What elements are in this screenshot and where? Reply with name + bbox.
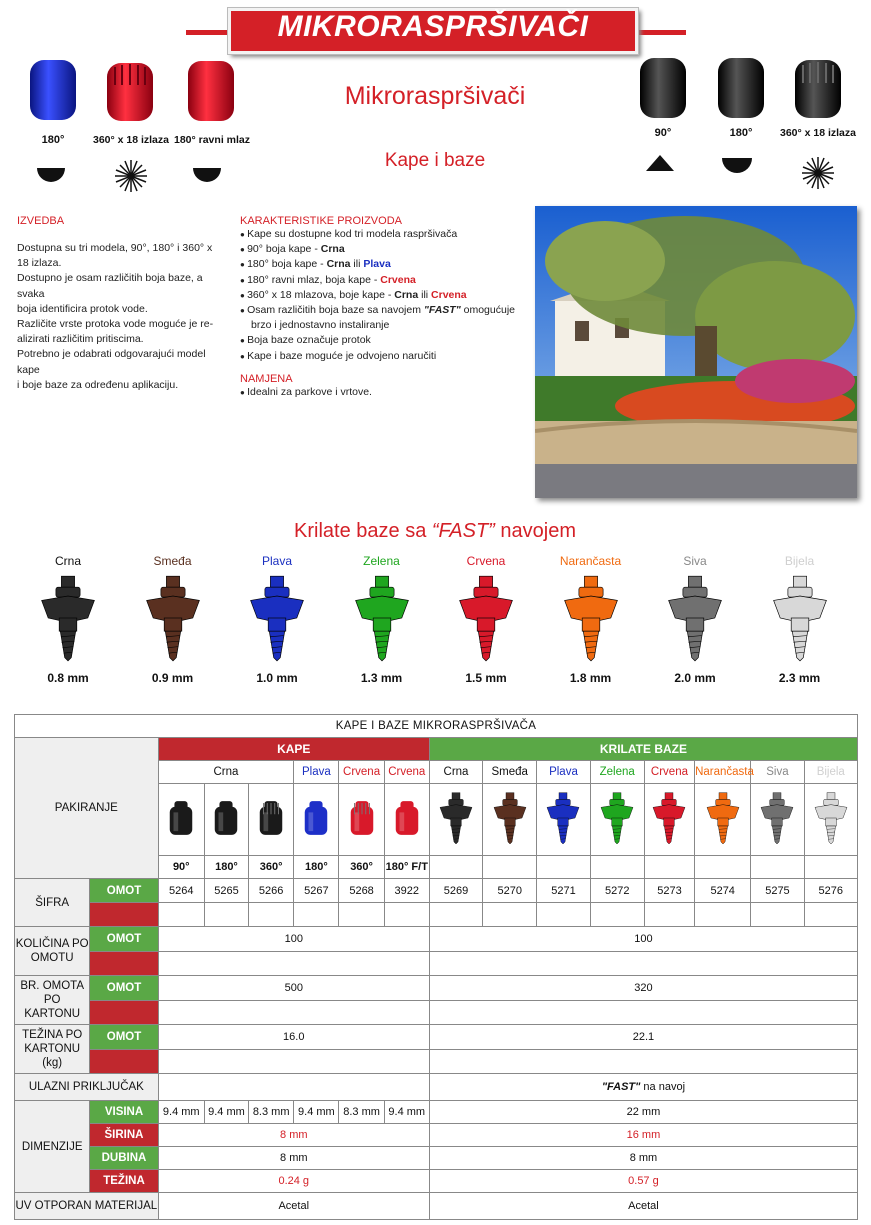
wing-code: 5275 [751,879,804,903]
wing-code: 5272 [590,879,644,903]
empty-cell [590,856,644,879]
wing-flow-size: 1.8 mm [569,671,612,685]
krilate-header: KRILATE BAZE [429,738,857,761]
empty-cell [537,903,590,927]
wing-base-icon [125,570,221,671]
empty-cell [429,903,482,927]
empty-cell [644,856,694,879]
wing-color-header: Crna [429,761,482,784]
table-title: KAPE I BAZE MIKRORASPRŠIVAČA [15,715,858,738]
pattern-180b-icon [722,158,752,173]
empty-cell [751,856,804,879]
visina-cap: 8.3 mm [249,1101,294,1124]
wing-base-4 [438,554,534,685]
wing-flow-size: 2.0 mm [674,671,716,685]
banner-title: MIKRORASPRŠIVAČI [277,10,589,43]
wing-color-header: Siva [751,761,804,784]
wing-color-header: Crvena [644,761,694,784]
empty-cell [483,903,537,927]
wing-flow-size: 1.0 mm [256,671,298,685]
cap-color-header: Crvena [384,761,429,784]
izvedba-line: Potrebno je odabrati odgovarajući model kape [17,348,206,376]
cap-red-360-icon [107,63,153,121]
wing-code: 5273 [644,879,694,903]
wing-color-name: Bijela [784,554,815,568]
wing-base-1 [125,554,221,685]
uv-label: UV OTPORAN MATERIJAL [15,1193,159,1220]
izvedba-section [17,215,230,393]
cap-type: 180° F/T [384,856,429,879]
wing-color-header: Narančasta [695,761,751,784]
cap-type: 90° [158,856,204,879]
cap-image-cell [204,784,248,856]
empty-cell [644,903,694,927]
empty-cell [537,856,590,879]
dimenzije-label: DIMENZIJE [15,1101,90,1193]
namjena-list [240,385,525,400]
wing-color-name: Zelena [363,554,400,568]
wing-color-name: Smeđa [153,554,192,568]
dubina-caps: 8 mm [158,1147,429,1170]
karakteristike-item: ● Osam različitih boja baze sa navojem "FAST" omogućuje brzo i jednostavno instaliranje [240,303,525,333]
wing-image-cell [483,784,537,856]
cap-image-cell [339,784,384,856]
wing-color-name: Crna [54,554,81,568]
uv-caps: Acetal [158,1193,429,1220]
wing-base-3 [334,554,430,685]
wing-image-cell [590,784,644,856]
wing-image-cell [804,784,857,856]
cap-blue-180-icon [30,60,76,120]
izvedba-line: boja identificira protok vode. [17,302,148,315]
karakteristike-item: ● 180° ravni mlaz, boja kape - Crvena [240,273,525,288]
karakteristike-item: ● Kape su dostupne kod tri modela raspršivača [240,227,525,242]
wing-image-cell [644,784,694,856]
cap-label: 180° [729,127,753,139]
empty-cell [339,903,384,927]
karakteristike-item: ● 90° boja kape - Crna [240,242,525,257]
wing-base-icon [543,570,639,671]
cap-image-cell [249,784,294,856]
empty-cell [158,1001,429,1025]
cap-black-360-icon [795,60,841,118]
karakteristike-item: ● Kape i baze moguće je odvojeno naručiti [240,349,525,364]
izvedba-line: Dostupna su tri modela, 90°, 180° i 360° x [17,242,213,254]
izvedba-line: 18 izlaza. [17,257,62,270]
visina-cap: 9.4 mm [158,1101,204,1124]
wing-base-7 [752,554,848,685]
empty-cell [695,903,751,927]
sirina-caps: 8 mm [158,1124,429,1147]
cap-type: 360° [249,856,294,879]
omot-label: OMOT [90,1025,158,1050]
ulazni-value: "FAST" na navoj [429,1074,857,1101]
empty-cell [590,903,644,927]
tezina-label: TEŽINA [90,1170,158,1193]
dubina-wings: 8 mm [429,1147,857,1170]
br_omota-wings: 320 [429,976,857,1001]
cap-type: 360° [339,856,384,879]
wing-code: 5276 [804,879,857,903]
wing-flow-size: 1.5 mm [465,671,507,685]
uv-wings: Acetal [429,1193,857,1220]
wing-base-icon [229,570,325,671]
empty-cell [158,1050,429,1074]
wing-base-icon [752,570,848,671]
cap-image-cell [158,784,204,856]
wing-image-cell [695,784,751,856]
cap-label: 180° [41,134,65,146]
cap-type: 180° [294,856,339,879]
cap-color-header: Plava [294,761,339,784]
karton-cell [90,1001,158,1025]
karton-cell [90,903,158,927]
visina-cap: 9.4 mm [384,1101,429,1124]
wing-code: 5271 [537,879,590,903]
wing-flow-size: 1.3 mm [360,671,403,685]
cap-code: 5268 [339,879,384,903]
cap-code: 5264 [158,879,204,903]
wing-base-0 [20,554,116,685]
tezina-caps: 0.24 g [158,1170,429,1193]
cap-color-header: Crna [158,761,294,784]
spec-table [14,714,858,1220]
empty-cell [158,903,204,927]
br_omota-caps: 500 [158,976,429,1001]
empty-cell [804,856,857,879]
cap-image-cell [294,784,339,856]
empty-cell [158,1074,429,1101]
wing-color-header: Plava [537,761,590,784]
izvedba-line: Različite vrste protoka vode moguće je re- [17,318,214,331]
pattern-180ft-icon [193,168,221,182]
page-subtitle: Kape i baze [384,150,486,171]
cap-type: 180° [204,856,248,879]
visina-wings: 22 mm [429,1101,857,1124]
empty-cell [429,1001,857,1025]
omot-label: OMOT [90,976,158,1001]
kape-header: KAPE [158,738,429,761]
wing-color-header: Zelena [590,761,644,784]
page-title: Mikroraspršivači [344,82,526,110]
wing-image-cell [751,784,804,856]
wing-color-name: Narančasta [559,554,622,568]
karakteristike-list [240,227,525,364]
karakteristike-item: ● 180° boja kape - Crna ili Plava [240,257,525,272]
empty-cell [204,903,248,927]
wing-color-name: Crvena [466,554,506,568]
kolicina-wings: 100 [429,927,857,952]
wing-base-icon [334,570,430,671]
cap-label: 360° x 18 izlaza [779,127,856,139]
empty-cell [695,856,751,879]
wing-code: 5274 [695,879,751,903]
pattern-90-icon [646,155,674,171]
br_omota-label: BR. OMOTA PO KARTONU [15,976,90,1025]
wing-flow-size: 2.3 mm [778,671,821,685]
empty-cell [294,903,339,927]
ulazni-label: ULAZNI PRIKLJUČAK [15,1074,159,1101]
omot-label: OMOT [90,879,158,903]
cap-code: 3922 [384,879,429,903]
wing-flow-size: 0.8 mm [47,671,89,685]
garden-photo [535,206,857,498]
wing-color-name: Siva [683,554,707,568]
sirina-wings: 16 mm [429,1124,857,1147]
pattern-180-icon [37,168,65,182]
empty-cell [384,903,429,927]
wing-base-icon [438,570,534,671]
namjena-item: ● Idealni za parkove i vrtove. [240,385,525,400]
tezina_k-wings: 22.1 [429,1025,857,1050]
omot-label: OMOT [90,927,158,952]
tezina_k-caps: 16.0 [158,1025,429,1050]
izvedba-line: i boje baze za određenu aplikaciju. [17,378,179,391]
banner [186,8,686,54]
izvedba-line: alizirati različitim pritiscima. [17,333,144,346]
kolicina-caps: 100 [158,927,429,952]
pattern-360b-icon [802,157,834,189]
karakteristike-item: ● 360° x 18 mlazova, boje kape - Crna ili Crvena [240,288,525,303]
cap-label: 360° x 18 izlaza [92,134,169,146]
wing-color-name: Plava [261,554,293,568]
cap-label: 90° [654,127,672,139]
cap-code: 5267 [294,879,339,903]
empty-cell [804,903,857,927]
cap-red-180ft-icon [188,61,234,121]
empty-cell [158,952,429,976]
cap-black-90-icon [640,58,686,118]
wing-image-cell [429,784,482,856]
cap-color-header: Crvena [339,761,384,784]
karton-cell [90,952,158,976]
wing-color-header: Bijela [804,761,857,784]
visina-label: VISINA [90,1101,158,1124]
wing-base-5 [543,554,639,685]
wing-flow-size: 0.9 mm [151,671,194,685]
cap-code: 5265 [204,879,248,903]
wing-base-6 [647,554,743,685]
wing-base-icon [20,570,116,671]
empty-cell [483,856,537,879]
empty-cell [249,903,294,927]
empty-cell [429,1050,857,1074]
empty-cell [429,952,857,976]
wings-title: Krilate baze sa “FAST” navojem [294,520,576,542]
pakiranje-label: PAKIRANJE [15,738,159,879]
izvedba-text [17,241,230,393]
namjena-title: NAMJENA [240,372,293,385]
empty-cell [751,903,804,927]
tezina_k-label: TEŽINA PO KARTONU (kg) [15,1025,90,1074]
tezina-wings: 0.57 g [429,1170,857,1193]
visina-cap: 9.4 mm [294,1101,339,1124]
dubina-label: DUBINA [90,1147,158,1170]
visina-cap: 9.4 mm [204,1101,248,1124]
sifra-label: ŠIFRA [15,879,90,927]
wing-base-icon [647,570,743,671]
cap-code: 5266 [249,879,294,903]
cap-black-180-icon [718,58,764,118]
wing-color-header: Smeđa [483,761,537,784]
izvedba-line: Dostupno je osam različitih boja baze, a svaka [17,272,203,300]
wing-code: 5270 [483,879,537,903]
karakteristike-title: KARAKTERISTIKE PROIZVODA [240,215,402,227]
sirina-label: ŠIRINA [90,1124,158,1147]
wing-base-2 [229,554,325,685]
cap-label: 180° ravni mlaz [174,134,250,146]
izvedba-title: IZVEDBA [17,215,65,227]
karakteristike-section [240,215,525,400]
wing-image-cell [537,784,590,856]
wing-code: 5269 [429,879,482,903]
cap-image-cell [384,784,429,856]
empty-cell [429,856,482,879]
karakteristike-item: ● Boja baze označuje protok [240,333,525,348]
kolicina-label: KOLIČINA PO OMOTU [15,927,90,976]
visina-cap: 8.3 mm [339,1101,384,1124]
pattern-360-icon [115,160,147,192]
karton-cell [90,1050,158,1074]
